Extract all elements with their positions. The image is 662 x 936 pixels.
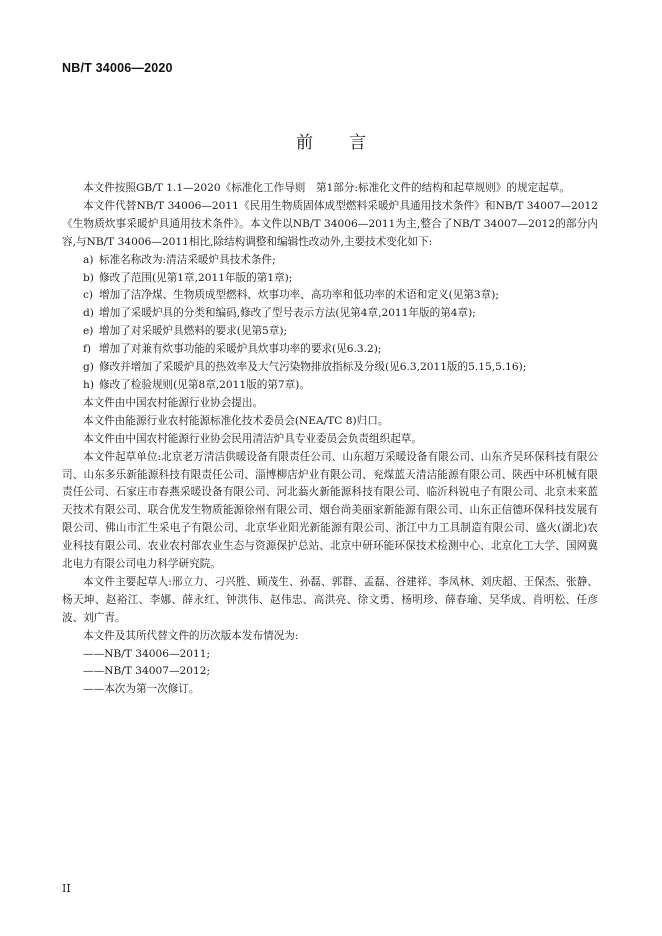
replacement-paragraph: 本文件代替NB/T 34006—2011《民用生物质固体成型燃料采暖炉具通用技术条件》和NB/T 34007—2012《生物质炊事采暖炉具通用技术条件》。本文件以NB/T 34006—2011为主,整合了NB/T 34007—2012的部分内容,与NB/T 34006—2011相比,除结构调整和编辑性改动外,主要技术变化如下: <box>62 199 598 248</box>
page-title <box>0 128 662 153</box>
page-number: II <box>62 882 71 895</box>
standard-number: NB/T 34006—2020 <box>62 61 173 75</box>
drafters-paragraph: 本文件主要起草人:邢立力、刁兴胜、顾茂生、孙磊、郭群、孟磊、谷建祥、李凤林、刘庆超、王保杰、张静、杨天坤、赵裕江、李娜、薛永红、钟洪伟、赵伟忠、高洪亮、徐文勇、杨明珍、薛春瑜、吴华成、肖明松、任彦波、刘广青。 <box>62 575 598 624</box>
change-text: 标准名称改为:清洁采暖炉具技术条件; <box>99 253 276 266</box>
version-history-item: ——NB/T 34006—2011; <box>83 647 211 660</box>
centralized-by-statement: 本文件由能源行业农村能源标准化技术委员会(NEA/TC 8)归口。 <box>83 414 389 427</box>
version-history-intro: 本文件及其所代替文件的历次版本发布情况为: <box>83 629 299 642</box>
version-history-list <box>62 646 598 700</box>
organized-by-statement: 本文件由中国农村能源行业协会民用清洁炉具专业委员会负责组织起草。 <box>83 432 422 445</box>
change-item <box>62 377 598 395</box>
change-marker: d) <box>83 307 94 320</box>
change-text: 修改了检验规则(见第8章,2011版的第7章)。 <box>99 378 310 391</box>
change-item <box>62 305 598 323</box>
change-marker: f) <box>83 343 92 356</box>
foreword-body <box>62 180 598 699</box>
change-text: 增加了采暖炉具的分类和编码,修改了型号表示方法(见第4章,2011年版的第4章); <box>99 307 476 320</box>
change-text: 修改并增加了采暖炉具的热效率及大气污染物排放指标及分级(见6.3,2011版的5.15,5.16); <box>99 361 527 374</box>
change-marker: c) <box>83 289 94 302</box>
technical-changes-list <box>62 252 598 395</box>
change-item <box>62 252 598 270</box>
drafting-units-paragraph: 本文件起草单位:北京老万清洁供暖设备有限责任公司、山东超万采暖设备有限公司、山东齐吴环保科技有限公司、山东多乐新能源科技有限责任公司、淄博柳店炉业有限公司、兖煤蓝天清洁能源有限公司、陕西中环机械有限责任公司、石家庄市春燕采暖设备有限公司、河北蓊火新能源科技有限公司、临沂科锐电子有限公司、北京未来蓝天技术有限公司、联合优发生物质能源徐州有限公司、烟台尚美丽家新能源有限公司、山东正信德环保科技发展有限公司、佛山市汇生采电子有限公司、北京华业阳光新能源有限公司、浙江中力工具制造有限公司、盛火(湖北)农业科技有限公司、农业农村部农业生态与资源保护总站、北京中研环能环保技术检测中心、北京化工大学、国网冀北电力有限公司电力科学研究院。 <box>62 450 598 571</box>
title-char-1: 前 <box>296 133 313 153</box>
version-history-item: ——NB/T 34007—2012; <box>83 665 211 678</box>
change-item <box>62 359 598 377</box>
change-marker: a) <box>83 253 94 266</box>
change-item <box>62 287 598 305</box>
proposed-by-statement: 本文件由中国农村能源行业协会提出。 <box>83 396 264 409</box>
change-item <box>62 323 598 341</box>
change-text: 增加了对采暖炉具燃料的要求(见第5章); <box>99 325 288 338</box>
change-item <box>62 341 598 359</box>
version-history-item: ——本次为第一次修订。 <box>83 683 200 696</box>
change-text: 修改了范围(见第1章,2011年版的第1章); <box>99 271 293 284</box>
change-item <box>62 270 598 288</box>
change-marker: g) <box>83 361 94 374</box>
change-marker: b) <box>83 271 94 284</box>
change-marker: h) <box>83 378 94 391</box>
drafting-rule-paragraph: 本文件按照GB/T 1.1—2020《标准化工作导则 第1部分:标准化文件的结构和起草规则》的规定起草。 <box>83 182 570 194</box>
change-marker: e) <box>83 325 94 338</box>
title-char-2: 言 <box>349 133 366 153</box>
change-text: 增加了对兼有炊事功能的采暖炉具炊事功率的要求(见6.3.2); <box>99 343 382 356</box>
change-text: 增加了洁净煤、生物质成型燃料、炊事功率、高功率和低功率的术语和定义(见第3章); <box>99 289 499 302</box>
